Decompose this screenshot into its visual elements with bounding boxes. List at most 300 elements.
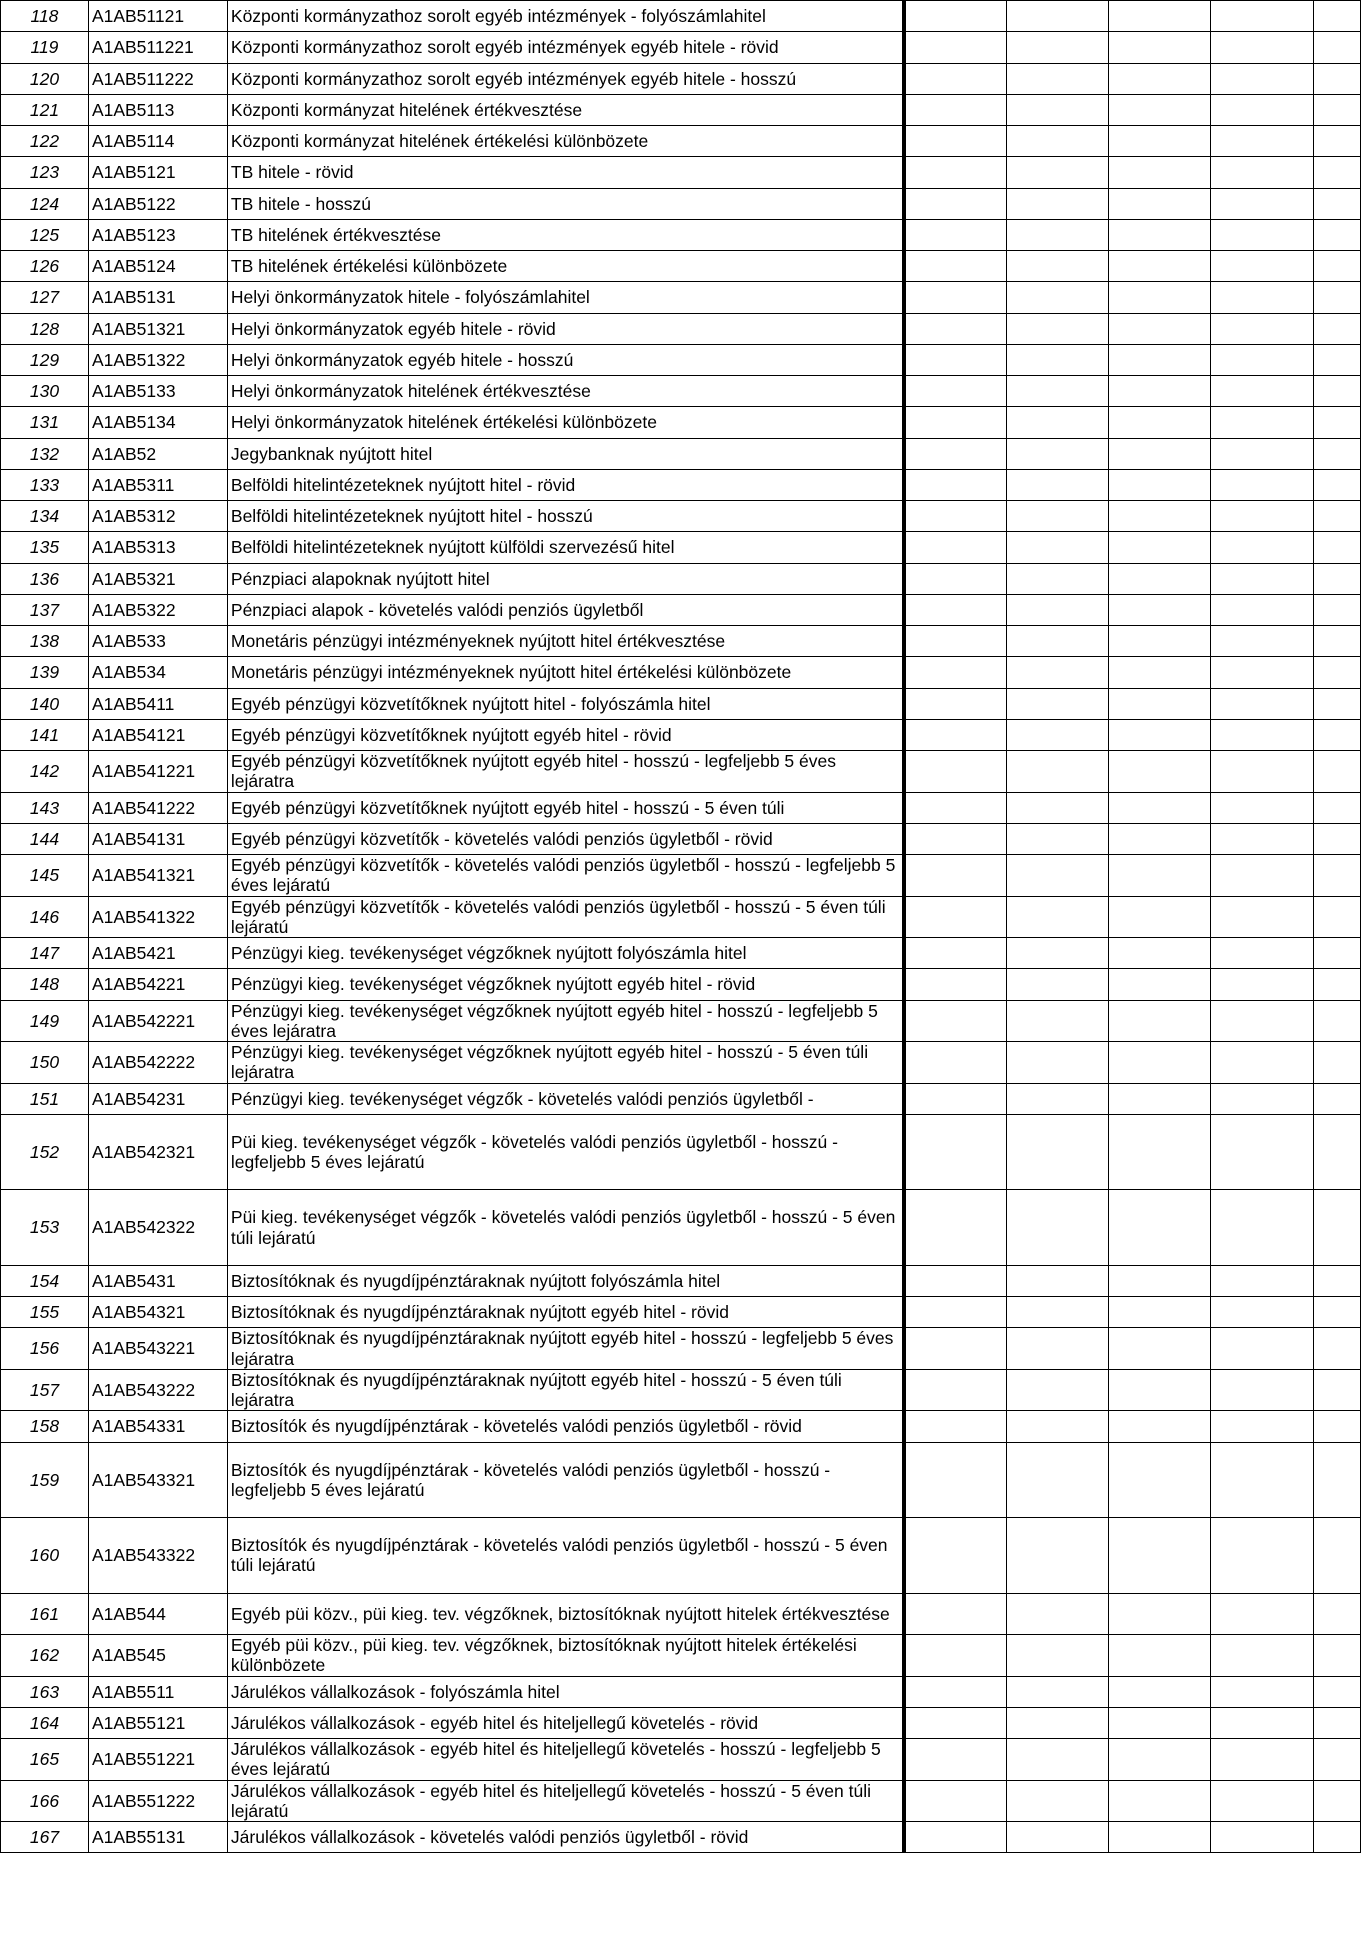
value-cell[interactable] (1109, 657, 1211, 688)
value-cell[interactable] (1007, 219, 1109, 250)
value-cell[interactable] (1313, 896, 1360, 938)
value-cell[interactable] (1313, 792, 1360, 823)
row-number: 122 (1, 126, 89, 157)
value-cell[interactable] (1007, 594, 1109, 625)
row-number: 162 (1, 1635, 89, 1677)
value-cell[interactable] (1211, 63, 1314, 94)
table-row (1, 1635, 1361, 1677)
value-cell[interactable] (1211, 1635, 1314, 1677)
value-cell[interactable] (1109, 376, 1211, 407)
value-cell[interactable] (1109, 1635, 1211, 1677)
value-cell[interactable] (904, 501, 1007, 532)
row-code: A1AB5121 (88, 157, 227, 188)
value-cell[interactable] (1007, 407, 1109, 438)
value-cell[interactable] (1109, 1265, 1211, 1296)
value-cell[interactable] (1007, 469, 1109, 500)
value-cell[interactable] (1313, 32, 1360, 63)
value-cell[interactable] (1211, 1000, 1314, 1042)
value-cell[interactable] (1007, 63, 1109, 94)
value-cell[interactable] (1313, 1780, 1360, 1822)
value-cell[interactable] (1109, 1442, 1211, 1518)
table-row (1, 792, 1361, 823)
value-cell[interactable] (1313, 1114, 1360, 1190)
value-cell[interactable] (1313, 407, 1360, 438)
value-cell[interactable] (1211, 751, 1314, 793)
value-cell[interactable] (1007, 157, 1109, 188)
value-cell[interactable] (1109, 1739, 1211, 1781)
value-cell[interactable] (1007, 1442, 1109, 1518)
value-cell[interactable] (1313, 501, 1360, 532)
value-cell[interactable] (1211, 626, 1314, 657)
value-cell[interactable] (904, 32, 1007, 63)
value-cell[interactable] (1313, 1707, 1360, 1738)
row-code: A1AB551221 (88, 1739, 227, 1781)
value-cell[interactable] (1109, 938, 1211, 969)
value-cell[interactable] (1109, 532, 1211, 563)
value-cell[interactable] (1313, 1411, 1360, 1442)
value-cell[interactable] (1007, 719, 1109, 750)
value-cell[interactable] (1007, 501, 1109, 532)
row-description: Pénzpiaci alapoknak nyújtott hitel (227, 563, 904, 594)
value-cell[interactable] (904, 1083, 1007, 1114)
value-cell[interactable] (904, 1297, 1007, 1328)
row-number: 158 (1, 1411, 89, 1442)
value-cell[interactable] (904, 1593, 1007, 1635)
value-cell[interactable] (1211, 376, 1314, 407)
table-row (1, 376, 1361, 407)
value-cell[interactable] (1211, 438, 1314, 469)
value-cell[interactable] (1313, 157, 1360, 188)
value-cell[interactable] (1109, 1, 1211, 32)
value-cell[interactable] (1313, 969, 1360, 1000)
row-description: Biztosítóknak és nyugdíjpénztáraknak nyújtott egyéb hitel - rövid (227, 1297, 904, 1328)
value-cell[interactable] (904, 1328, 1007, 1370)
value-cell[interactable] (1313, 1593, 1360, 1635)
value-cell[interactable] (1109, 969, 1211, 1000)
value-cell[interactable] (1007, 1265, 1109, 1296)
value-cell[interactable] (904, 344, 1007, 375)
value-cell[interactable] (1211, 1297, 1314, 1328)
value-cell[interactable] (1007, 1780, 1109, 1822)
table-row (1, 219, 1361, 250)
table-row (1, 1114, 1361, 1190)
value-cell[interactable] (904, 63, 1007, 94)
value-cell[interactable] (1109, 823, 1211, 854)
value-cell[interactable] (1313, 1739, 1360, 1781)
row-description: Járulékos vállalkozások - egyéb hitel és hiteljellegű követelés - hosszú - legfeljebb 5 éves lejáratú (227, 1739, 904, 1781)
value-cell[interactable] (1109, 1676, 1211, 1707)
value-cell[interactable] (1109, 157, 1211, 188)
value-cell[interactable] (1313, 438, 1360, 469)
value-cell[interactable] (1313, 1635, 1360, 1677)
value-cell[interactable] (1211, 563, 1314, 594)
value-cell[interactable] (1313, 63, 1360, 94)
value-cell[interactable] (1211, 1411, 1314, 1442)
value-cell[interactable] (1109, 1114, 1211, 1190)
value-cell[interactable] (904, 1635, 1007, 1677)
value-cell[interactable] (1109, 688, 1211, 719)
table-row (1, 1042, 1361, 1084)
value-cell[interactable] (1211, 1593, 1314, 1635)
value-cell[interactable] (1109, 1518, 1211, 1594)
value-cell[interactable] (1313, 282, 1360, 313)
row-number: 138 (1, 626, 89, 657)
value-cell[interactable] (904, 469, 1007, 500)
row-code: A1AB51321 (88, 313, 227, 344)
value-cell[interactable] (904, 532, 1007, 563)
value-cell[interactable] (1211, 32, 1314, 63)
row-code: A1AB542322 (88, 1190, 227, 1266)
table-row (1, 94, 1361, 125)
value-cell[interactable] (1007, 688, 1109, 719)
value-cell[interactable] (904, 282, 1007, 313)
value-cell[interactable] (1313, 313, 1360, 344)
row-description: Járulékos vállalkozások - követelés valódi penziós ügyletből - rövid (227, 1822, 904, 1853)
value-cell[interactable] (1313, 532, 1360, 563)
value-cell[interactable] (1109, 469, 1211, 500)
value-cell[interactable] (1211, 251, 1314, 282)
value-cell[interactable] (1109, 1707, 1211, 1738)
value-cell[interactable] (1007, 896, 1109, 938)
value-cell[interactable] (1007, 563, 1109, 594)
value-cell[interactable] (1211, 219, 1314, 250)
row-number: 160 (1, 1518, 89, 1594)
value-cell[interactable] (1007, 1000, 1109, 1042)
row-code: A1AB55131 (88, 1822, 227, 1853)
value-cell[interactable] (1211, 469, 1314, 500)
value-cell[interactable] (1007, 1042, 1109, 1084)
value-cell[interactable] (1109, 896, 1211, 938)
value-cell[interactable] (904, 1780, 1007, 1822)
value-cell[interactable] (1007, 1822, 1109, 1853)
value-cell[interactable] (1313, 1042, 1360, 1084)
value-cell[interactable] (1211, 407, 1314, 438)
value-cell[interactable] (1211, 719, 1314, 750)
value-cell[interactable] (1109, 751, 1211, 793)
value-cell[interactable] (1007, 1593, 1109, 1635)
value-cell[interactable] (904, 719, 1007, 750)
value-cell[interactable] (904, 251, 1007, 282)
value-cell[interactable] (1007, 1328, 1109, 1370)
value-cell[interactable] (1313, 1297, 1360, 1328)
value-cell[interactable] (1211, 594, 1314, 625)
value-cell[interactable] (904, 1707, 1007, 1738)
value-cell[interactable] (904, 657, 1007, 688)
value-cell[interactable] (1007, 438, 1109, 469)
value-cell[interactable] (1211, 969, 1314, 1000)
value-cell[interactable] (1313, 344, 1360, 375)
value-cell[interactable] (904, 219, 1007, 250)
row-number: 163 (1, 1676, 89, 1707)
value-cell[interactable] (1211, 188, 1314, 219)
value-cell[interactable] (904, 792, 1007, 823)
value-cell[interactable] (1109, 219, 1211, 250)
value-cell[interactable] (1109, 188, 1211, 219)
value-cell[interactable] (1109, 855, 1211, 897)
value-cell[interactable] (1109, 1328, 1211, 1370)
row-code: A1AB534 (88, 657, 227, 688)
value-cell[interactable] (904, 126, 1007, 157)
value-cell[interactable] (1007, 1518, 1109, 1594)
value-cell[interactable] (904, 1000, 1007, 1042)
value-cell[interactable] (1313, 1000, 1360, 1042)
value-cell[interactable] (904, 626, 1007, 657)
value-cell[interactable] (1211, 1, 1314, 32)
value-cell[interactable] (1211, 688, 1314, 719)
value-cell[interactable] (1313, 563, 1360, 594)
row-description: TB hitelének értékelési különbözete (227, 251, 904, 282)
value-cell[interactable] (1007, 751, 1109, 793)
row-number: 156 (1, 1328, 89, 1370)
value-cell[interactable] (904, 938, 1007, 969)
value-cell[interactable] (1211, 1369, 1314, 1411)
value-cell[interactable] (1313, 823, 1360, 854)
value-cell[interactable] (1313, 594, 1360, 625)
value-cell[interactable] (904, 1114, 1007, 1190)
value-cell[interactable] (1109, 1593, 1211, 1635)
value-cell[interactable] (1211, 1707, 1314, 1738)
row-number: 146 (1, 896, 89, 938)
value-cell[interactable] (1313, 1822, 1360, 1853)
value-cell[interactable] (1109, 501, 1211, 532)
value-cell[interactable] (904, 969, 1007, 1000)
value-cell[interactable] (1007, 282, 1109, 313)
row-number: 121 (1, 94, 89, 125)
row-description: Helyi önkormányzatok hitelének értékvesztése (227, 376, 904, 407)
value-cell[interactable] (1007, 1083, 1109, 1114)
value-cell[interactable] (1109, 594, 1211, 625)
value-cell[interactable] (904, 1676, 1007, 1707)
value-cell[interactable] (904, 594, 1007, 625)
value-cell[interactable] (1007, 94, 1109, 125)
value-cell[interactable] (904, 313, 1007, 344)
value-cell[interactable] (1007, 126, 1109, 157)
value-cell[interactable] (1313, 1, 1360, 32)
value-cell[interactable] (1211, 157, 1314, 188)
value-cell[interactable] (1109, 126, 1211, 157)
value-cell[interactable] (1211, 1328, 1314, 1370)
value-cell[interactable] (1211, 823, 1314, 854)
row-code: A1AB51121 (88, 1, 227, 32)
value-cell[interactable] (904, 1739, 1007, 1781)
value-cell[interactable] (1007, 657, 1109, 688)
value-cell[interactable] (1007, 855, 1109, 897)
value-cell[interactable] (1109, 1042, 1211, 1084)
value-cell[interactable] (904, 896, 1007, 938)
row-description: Egyéb pénzügyi közvetítők - követelés valódi penziós ügyletből - hosszú - legfeljebb 5 éves lejáratú (227, 855, 904, 897)
table-row (1, 126, 1361, 157)
value-cell[interactable] (904, 855, 1007, 897)
value-cell[interactable] (1211, 1822, 1314, 1853)
value-cell[interactable] (1211, 532, 1314, 563)
value-cell[interactable] (1313, 657, 1360, 688)
row-number: 161 (1, 1593, 89, 1635)
value-cell[interactable] (1211, 126, 1314, 157)
row-code: A1AB541221 (88, 751, 227, 793)
value-cell[interactable] (1007, 344, 1109, 375)
value-cell[interactable] (1109, 94, 1211, 125)
value-cell[interactable] (904, 94, 1007, 125)
value-cell[interactable] (1313, 376, 1360, 407)
row-code: A1AB52 (88, 438, 227, 469)
value-cell[interactable] (1211, 855, 1314, 897)
value-cell[interactable] (1313, 251, 1360, 282)
value-cell[interactable] (904, 1411, 1007, 1442)
value-cell[interactable] (1109, 1369, 1211, 1411)
row-number: 119 (1, 32, 89, 63)
value-cell[interactable] (1211, 938, 1314, 969)
value-cell[interactable] (1211, 1114, 1314, 1190)
value-cell[interactable] (1313, 719, 1360, 750)
value-cell[interactable] (1109, 407, 1211, 438)
value-cell[interactable] (1211, 1442, 1314, 1518)
value-cell[interactable] (1211, 501, 1314, 532)
value-cell[interactable] (1313, 1369, 1360, 1411)
table-row (1, 751, 1361, 793)
value-cell[interactable] (1211, 1083, 1314, 1114)
value-cell[interactable] (904, 438, 1007, 469)
row-description: Biztosítók és nyugdíjpénztárak - követelés valódi penziós ügyletből - hosszú - 5 éven túli lejáratú (227, 1518, 904, 1594)
row-number: 141 (1, 719, 89, 750)
value-cell[interactable] (1211, 1739, 1314, 1781)
value-cell[interactable] (1211, 657, 1314, 688)
value-cell[interactable] (1007, 1411, 1109, 1442)
value-cell[interactable] (904, 1042, 1007, 1084)
value-cell[interactable] (1007, 251, 1109, 282)
value-cell[interactable] (1211, 344, 1314, 375)
value-cell[interactable] (1109, 282, 1211, 313)
value-cell[interactable] (1109, 792, 1211, 823)
value-cell[interactable] (1313, 1676, 1360, 1707)
value-cell[interactable] (1109, 1190, 1211, 1266)
value-cell[interactable] (1109, 438, 1211, 469)
value-cell[interactable] (1211, 1518, 1314, 1594)
row-description: Jegybanknak nyújtott hitel (227, 438, 904, 469)
row-code: A1AB544 (88, 1593, 227, 1635)
value-cell[interactable] (1211, 282, 1314, 313)
value-cell[interactable] (1313, 1328, 1360, 1370)
value-cell[interactable] (1007, 1297, 1109, 1328)
value-cell[interactable] (904, 188, 1007, 219)
value-cell[interactable] (1211, 1190, 1314, 1266)
value-cell[interactable] (904, 1190, 1007, 1266)
table-row (1, 188, 1361, 219)
value-cell[interactable] (1313, 1083, 1360, 1114)
value-cell[interactable] (1313, 751, 1360, 793)
row-number: 152 (1, 1114, 89, 1190)
value-cell[interactable] (1109, 719, 1211, 750)
value-cell[interactable] (1211, 1042, 1314, 1084)
value-cell[interactable] (1313, 1265, 1360, 1296)
value-cell[interactable] (904, 1822, 1007, 1853)
value-cell[interactable] (1313, 1190, 1360, 1266)
table-row (1, 532, 1361, 563)
value-cell[interactable] (904, 688, 1007, 719)
value-cell[interactable] (1211, 94, 1314, 125)
value-cell[interactable] (1313, 688, 1360, 719)
value-cell[interactable] (1007, 376, 1109, 407)
table-row (1, 1780, 1361, 1822)
value-cell[interactable] (1007, 823, 1109, 854)
value-cell[interactable] (1109, 626, 1211, 657)
value-cell[interactable] (1007, 532, 1109, 563)
value-cell[interactable] (1007, 188, 1109, 219)
value-cell[interactable] (1313, 219, 1360, 250)
value-cell[interactable] (1109, 1822, 1211, 1853)
value-cell[interactable] (1313, 94, 1360, 125)
value-cell[interactable] (1211, 1265, 1314, 1296)
value-cell[interactable] (1007, 32, 1109, 63)
table-row (1, 896, 1361, 938)
value-cell[interactable] (1007, 1190, 1109, 1266)
value-cell[interactable] (1007, 1369, 1109, 1411)
value-cell[interactable] (904, 1369, 1007, 1411)
value-cell[interactable] (904, 1442, 1007, 1518)
value-cell[interactable] (1007, 969, 1109, 1000)
value-cell[interactable] (904, 376, 1007, 407)
value-cell[interactable] (1211, 1676, 1314, 1707)
value-cell[interactable] (1007, 313, 1109, 344)
value-cell[interactable] (1007, 1676, 1109, 1707)
value-cell[interactable] (1109, 251, 1211, 282)
value-cell[interactable] (1007, 938, 1109, 969)
value-cell[interactable] (1109, 1083, 1211, 1114)
value-cell[interactable] (1313, 1518, 1360, 1594)
table-row (1, 1190, 1361, 1266)
row-description: Központi kormányzathoz sorolt egyéb intézmények egyéb hitele - rövid (227, 32, 904, 63)
value-cell[interactable] (1109, 63, 1211, 94)
table-row (1, 1739, 1361, 1781)
value-cell[interactable] (1007, 1707, 1109, 1738)
value-cell[interactable] (1211, 1780, 1314, 1822)
value-cell[interactable] (904, 1265, 1007, 1296)
value-cell[interactable] (1007, 1739, 1109, 1781)
value-cell[interactable] (1313, 938, 1360, 969)
value-cell[interactable] (904, 823, 1007, 854)
row-description: Biztosítóknak és nyugdíjpénztáraknak nyújtott egyéb hitel - hosszú - 5 éven túli lejáratra (227, 1369, 904, 1411)
value-cell[interactable] (904, 407, 1007, 438)
value-cell[interactable] (1109, 313, 1211, 344)
value-cell[interactable] (1211, 792, 1314, 823)
value-cell[interactable] (1109, 1297, 1211, 1328)
value-cell[interactable] (904, 1, 1007, 32)
value-cell[interactable] (1109, 344, 1211, 375)
value-cell[interactable] (904, 751, 1007, 793)
value-cell[interactable] (1109, 563, 1211, 594)
value-cell[interactable] (1211, 896, 1314, 938)
value-cell[interactable] (1109, 1000, 1211, 1042)
value-cell[interactable] (1007, 626, 1109, 657)
value-cell[interactable] (1007, 1635, 1109, 1677)
value-cell[interactable] (1109, 32, 1211, 63)
value-cell[interactable] (1007, 1114, 1109, 1190)
value-cell[interactable] (1313, 188, 1360, 219)
value-cell[interactable] (1007, 792, 1109, 823)
row-code: A1AB542221 (88, 1000, 227, 1042)
value-cell[interactable] (1007, 1, 1109, 32)
value-cell[interactable] (1109, 1411, 1211, 1442)
value-cell[interactable] (904, 157, 1007, 188)
value-cell[interactable] (904, 1518, 1007, 1594)
value-cell[interactable] (1313, 855, 1360, 897)
value-cell[interactable] (1313, 626, 1360, 657)
value-cell[interactable] (1313, 126, 1360, 157)
value-cell[interactable] (1211, 313, 1314, 344)
value-cell[interactable] (1313, 1442, 1360, 1518)
value-cell[interactable] (904, 563, 1007, 594)
value-cell[interactable] (1313, 469, 1360, 500)
value-cell[interactable] (1109, 1780, 1211, 1822)
